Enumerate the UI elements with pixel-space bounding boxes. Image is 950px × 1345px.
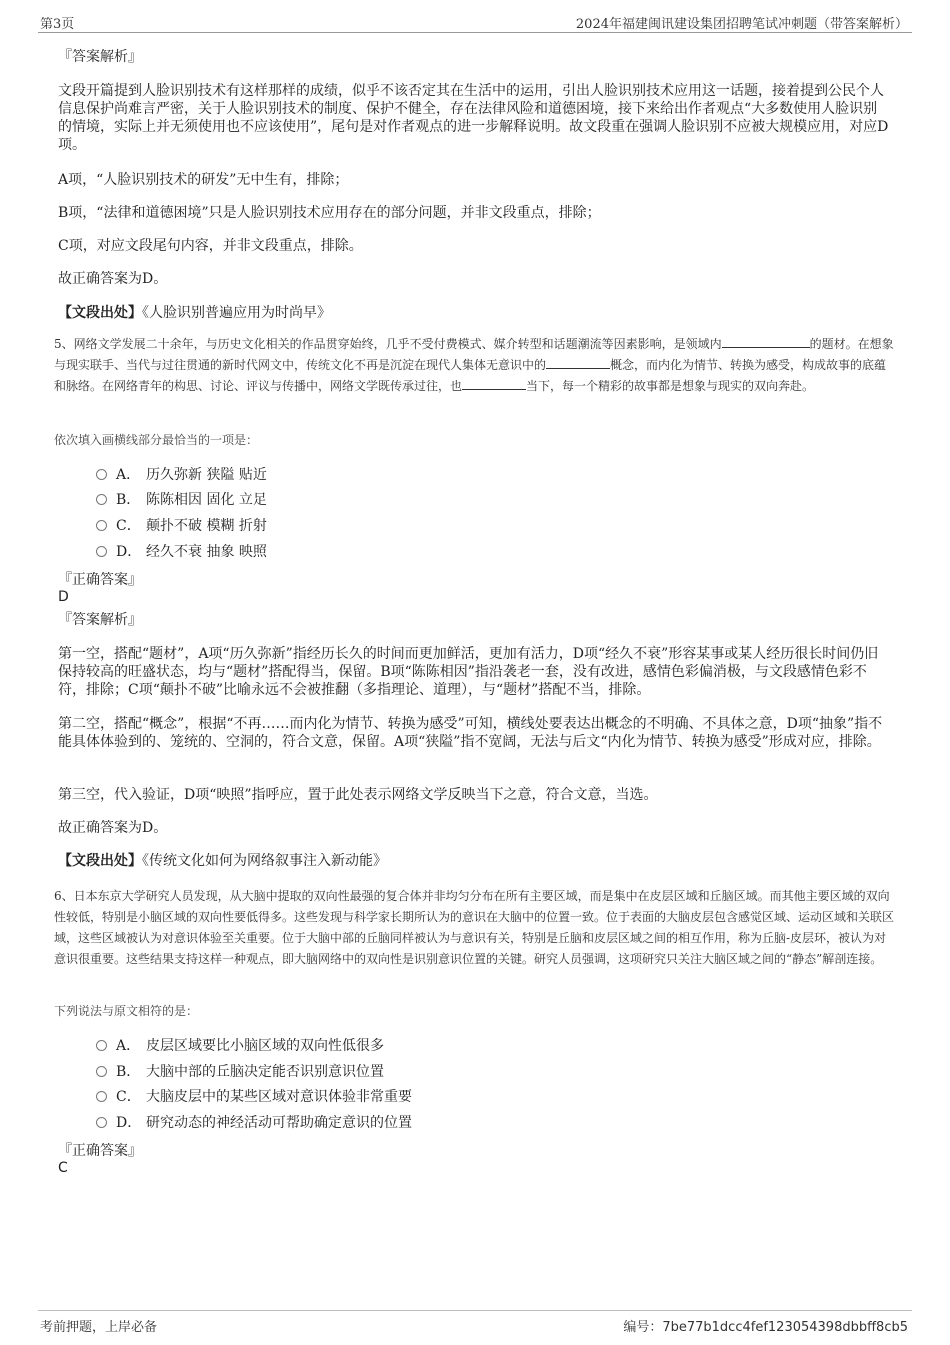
option-letter: D． xyxy=(116,544,142,560)
source-title: 《传统文化如何为网络叙事注入新动能》 xyxy=(142,853,387,869)
analysis-paragraph: 第一空，搭配“题材”，A项“历久弥新”指经历长久的时间而更加鲜活，更加有活力，D项“经久不衰”形容某事或某人经历很长时间仍旧保持较高的旺盛状态，均与“题材”搭配得当，保留。B项“陈陈相因”指沿袭老一套，没有改进，感情色彩偏消极，与文段感情色彩不符，排除；C项“颠扑不破”比喻永远不会被推翻（多指理论、道理），与“题材”搭配不当，排除。 xyxy=(58,646,879,698)
option-text: 颠扑不破 模糊 折射 xyxy=(146,518,267,534)
fill-blank xyxy=(722,335,810,348)
radio-icon[interactable] xyxy=(96,469,107,480)
option-letter: C． xyxy=(116,518,141,534)
radio-icon[interactable] xyxy=(96,1117,107,1128)
page-header xyxy=(38,10,912,33)
source-title: 《人脸识别普遍应用为时尚早》 xyxy=(142,305,331,321)
option-b[interactable] xyxy=(96,489,267,511)
analysis-label: 『答案解析』 xyxy=(58,612,142,628)
option-text: 皮层区域要比小脑区域的双向性低很多 xyxy=(146,1038,384,1054)
correct-answer: C xyxy=(58,1160,68,1176)
option-letter: A． xyxy=(116,1038,141,1054)
correct-answer-label: 『正确答案』 xyxy=(58,1143,142,1159)
source-tag: 【文段出处】 xyxy=(58,853,142,869)
question-prompt: 下列说法与原文相符的是： xyxy=(54,1004,199,1018)
question-text-part: 概念，而内化为情节、转换为感受，构成故事的底蕴和脉络。在网络青年的构思、讨论、评议与传播中，网络文学既传承过往，也 xyxy=(54,358,887,393)
analysis-conclusion: 故正确答案为D。 xyxy=(58,271,168,287)
fill-blank xyxy=(462,377,526,390)
footer-slogan: 考前押题，上岸必备 xyxy=(40,1320,158,1335)
option-letter: A． xyxy=(116,467,141,483)
option-text: 历久弥新 狭隘 贴近 xyxy=(146,467,267,483)
question-number: 6、 xyxy=(54,889,74,903)
radio-icon[interactable] xyxy=(96,520,107,531)
radio-icon[interactable] xyxy=(96,494,107,505)
page-footer xyxy=(38,1310,912,1335)
question-text-part: 当下，每一个精彩的故事都是想象与现实的双向奔赴。 xyxy=(526,379,815,393)
page-number: 第3页 xyxy=(40,17,75,32)
correct-answer: D xyxy=(58,589,69,605)
analysis-option-a: A项，“人脸识别技术的研发”无中生有，排除； xyxy=(58,172,349,188)
document-code xyxy=(623,1316,908,1335)
option-text: 经久不衰 抽象 映照 xyxy=(146,544,267,560)
option-d[interactable] xyxy=(96,541,267,563)
source-citation xyxy=(58,852,890,870)
analysis-option-b: B项，“法律和道德困境”只是人脸识别技术应用存在的部分问题，并非文段重点，排除； xyxy=(58,205,601,221)
radio-icon[interactable] xyxy=(96,1040,107,1051)
option-c[interactable] xyxy=(96,1086,412,1108)
question-number: 5、 xyxy=(54,337,74,351)
radio-icon[interactable] xyxy=(96,1091,107,1102)
option-letter: B． xyxy=(116,1064,141,1080)
option-d[interactable] xyxy=(96,1112,412,1134)
question-text-part: 网络文学发展二十余年，与历史文化相关的作品贯穿始终，几乎不受付费模式、媒介转型和话题潮流等因素影响，是领域内 xyxy=(73,337,722,351)
analysis-paragraph: 第二空，搭配“概念”，根据“不再……而内化为情节、转换为感受”可知，横线处要表达出概念的不明确、不具体之意，D项“抽象”指不能具体体验到的、笼统的、空洞的，符合文意，保留。A项“狭隘”指不宽阔，无法与后文“内化为情节、转换为感受”形成对应，排除。 xyxy=(58,716,883,750)
radio-icon[interactable] xyxy=(96,1066,107,1077)
analysis-conclusion: 故正确答案为D。 xyxy=(58,820,168,836)
analysis-paragraph: 第三空，代入验证，D项“映照”指呼应，置于此处表示网络文学反映当下之意，符合文意，当选。 xyxy=(58,787,658,803)
option-letter: B． xyxy=(116,492,141,508)
source-citation xyxy=(58,304,890,322)
source-tag: 【文段出处】 xyxy=(58,305,142,321)
option-text: 研究动态的神经活动可帮助确定意识的位置 xyxy=(146,1115,412,1131)
option-a[interactable] xyxy=(96,464,267,486)
analysis-label: 『答案解析』 xyxy=(58,49,142,65)
code-value: 7be77b1dcc4fef123054398dbbff8cb5 xyxy=(662,1320,908,1335)
document-title: 2024年福建闽讯建设集团招聘笔试冲刺题（带答案解析） xyxy=(575,17,908,32)
option-c[interactable] xyxy=(96,515,267,537)
option-text: 大脑皮层中的某些区域对意识体验非常重要 xyxy=(146,1089,412,1105)
question-text-part: 日本东京大学研究人员发现，从大脑中提取的双向性最强的复合体并非均匀分布在所有主要区域，而是集中在皮层区域和丘脑区域。而其他主要区域的双向性较低，特别是小脑区域的双向性要低得多。这些发现与科学家长期所认为的意识在大脑中的位置一致。位于表面的大脑皮层包含感觉区域、运动区域和关联区域，这些区域被认为对意识体验至关重要。位于大脑中部的丘脑同样被认为与意识有关，特别是丘脑和皮层区域之间的相互作用，称为丘脑-皮层环，被认为对意识很重要。这些结果支持这样一种观点，即大脑网络中的双向性是识别意识位置的关键。研究人员强调，这项研究只关注大脑区域之间的“静态”解剖连接。 xyxy=(54,889,895,966)
fill-blank xyxy=(546,356,610,369)
analysis-option-c: C项，对应文段尾句内容，并非文段重点，排除。 xyxy=(58,238,363,254)
option-a[interactable] xyxy=(96,1035,384,1057)
code-label: 编号： xyxy=(623,1320,663,1335)
correct-answer-label: 『正确答案』 xyxy=(58,572,142,588)
option-letter: D． xyxy=(116,1115,142,1131)
question-5-text xyxy=(54,334,896,397)
question-prompt: 依次填入画横线部分最恰当的一项是： xyxy=(54,433,259,447)
option-b[interactable] xyxy=(96,1061,384,1083)
analysis-paragraph: 文段开篇提到人脸识别技术有这样那样的成绩，似乎不该否定其在生活中的运用，引出人脸识别技术应用这一话题，接着提到公民个人信息保护尚难言严密，关于人脸识别技术的制度、保护不健全，存在法律风险和道德困境，接下来给出作者观点“大多数使用人脸识别的情境，实际上并无须使用也不应该使用”，尾句是对作者观点的进一步解释说明。故文段重在强调人脸识别不应被大规模应用，对应D项。 xyxy=(58,83,889,153)
question-text-part: 的题材。在想象与现实联手、当代与过往贯通的新时代网文中，传统文化不再是沉淀在现代人集体无意识中的 xyxy=(54,337,894,372)
question-6-text xyxy=(54,886,896,970)
radio-icon[interactable] xyxy=(96,546,107,557)
option-text: 陈陈相因 固化 立足 xyxy=(146,492,267,508)
option-letter: C． xyxy=(116,1089,141,1105)
option-text: 大脑中部的丘脑决定能否识别意识位置 xyxy=(146,1064,384,1080)
